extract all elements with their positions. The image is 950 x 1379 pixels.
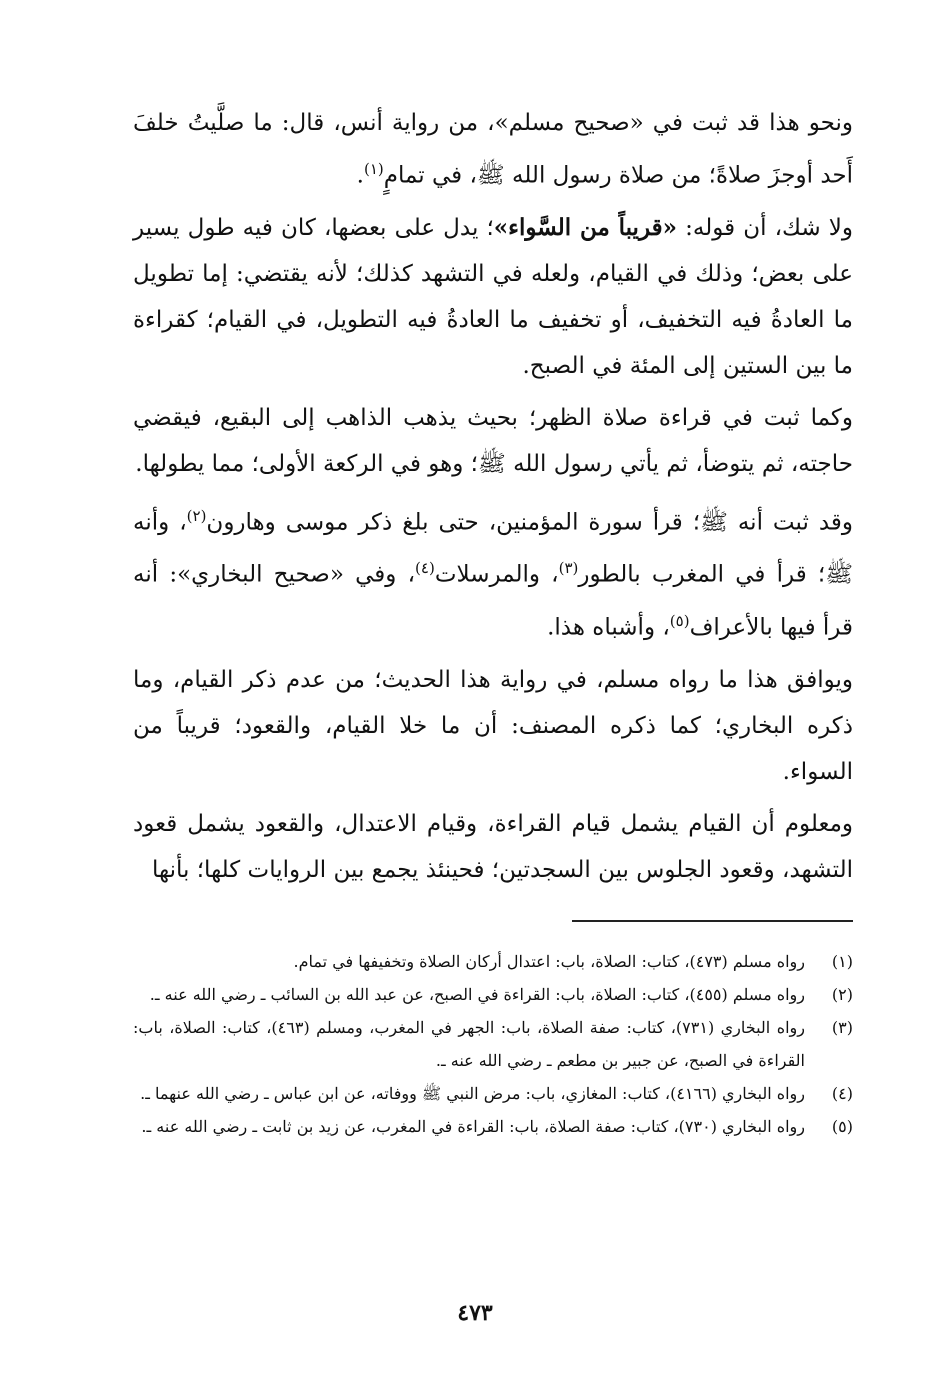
footnotes-section xyxy=(133,945,853,1143)
paragraph-text: ؛ يدل على بعضها، كان فيه طول يسير على بعض؛ وذلك في القيام، ولعله في التشهد كذلك؛ لأنه يقتضي: إما تطويل ما العادةُ فيه التخفيف، أو تخفيف ما العادةُ فيه التطويل، في القيام؛ كقراءة ما بين الستين إلى المئة في الصبح. xyxy=(133,214,853,379)
quoted-phrase: «قريباً من السَّواء» xyxy=(493,213,678,241)
footnote-number: (١) xyxy=(831,952,853,971)
footnote-item xyxy=(133,1011,853,1077)
page-number: ٤٧٣ xyxy=(457,1300,493,1326)
footnote-separator xyxy=(572,920,853,922)
footnote-item xyxy=(133,1077,853,1110)
paragraph-text: . xyxy=(356,162,364,189)
footnote-text: رواه البخاري (٧٣٠)، كتاب: صفة الصلاة، باب: القراءة في المغرب، عن زيد بن ثابت ـ رضي الله عنه ـ. xyxy=(141,1117,805,1136)
footnote-text: رواه البخاري (٤١٦٦)، كتاب: المغازي، باب: مرض النبي ﷺ ووفاته، عن ابن عباس ـ رضي الله عنهما ـ. xyxy=(140,1084,805,1103)
paragraph-text: ، وفي «صحيح البخاري»: أنه قرأ فيها بالأعراف xyxy=(133,561,853,641)
footnote-reference: (٢) xyxy=(186,506,207,525)
footnote-reference: (١) xyxy=(363,160,384,178)
footnote-number: (٥) xyxy=(831,1117,853,1136)
footnote-text: رواه مسلم (٤٥٥)، كتاب: الصلاة، باب: القراءة في الصبح، عن عبد الله بن السائب ـ رضي الله عنه ـ. xyxy=(149,985,805,1004)
body-paragraph xyxy=(133,395,853,487)
body-paragraph xyxy=(133,657,853,795)
paragraph-text: ومعلوم أن القيام يشمل قيام القراءة، وقيام الاعتدال، والقعود يشمل قعود التشهد، وقعود الجلوس بين السجدتين؛ فحينئذ يجمع بين الروايات كلها؛ بأنها xyxy=(133,810,853,883)
footnote-item xyxy=(133,1110,853,1143)
paragraph-text: ونحو هذا قد ثبت في «صحيح مسلم»، من رواية أنس، قال: ما صلَّيتُ خلفَ أَحد أوجزَ صلاةً؛ من صلاة رسول الله ﷺ، في تمامٍ xyxy=(133,110,853,189)
footnote-number: (٣) xyxy=(831,1018,853,1037)
footnote-text: رواه مسلم (٤٧٣)، كتاب: الصلاة، باب: اعتدال أركان الصلاة وتخفيفها في تمام. xyxy=(293,952,805,971)
paragraph-text: ولا شك، أن قوله: xyxy=(677,214,853,241)
paragraph-text: ويوافق هذا ما رواه مسلم، في رواية هذا الحديث؛ من عدم ذكر القيام، وما ذكره البخاري؛ كما ذكره المصنف: أن ما خلا القيام، والقعود؛ قريباً من السواء. xyxy=(133,666,853,785)
footnote-item xyxy=(133,978,853,1011)
footnote-reference: (٤) xyxy=(415,559,435,578)
footnote-number: (٢) xyxy=(831,985,853,1004)
footnote-reference: (٣) xyxy=(558,559,579,578)
body-paragraph xyxy=(133,493,853,651)
footnote-reference: (٥) xyxy=(669,611,690,630)
body-paragraph xyxy=(133,801,853,893)
paragraph-text: ، وأشباه هذا. xyxy=(547,614,670,641)
paragraph-text: وقد ثبت أنه ﷺ؛ قرأ سورة المؤمنين، حتى بلغ ذكر موسى وهارون xyxy=(206,509,854,536)
paragraph-text: ، والمرسلات xyxy=(434,561,559,588)
body-paragraph xyxy=(133,100,853,199)
footnote-item xyxy=(133,945,853,978)
paragraph-text: وكما ثبت في قراءة صلاة الظهر؛ بحيث يذهب الذاهب إلى البقيع، فيقضي حاجته، ثم يتوضأ، ثم يأتي رسول الله ﷺ؛ وهو في الركعة الأولى؛ مما يطولها. xyxy=(133,404,853,477)
footnote-number: (٤) xyxy=(831,1084,853,1103)
body-paragraph xyxy=(133,205,853,389)
main-text xyxy=(133,100,853,899)
paragraph-text: ، وأنه ﷺ؛ قرأ في المغرب بالطور xyxy=(133,509,853,588)
footnote-text: رواه البخاري (٧٣١)، كتاب: صفة الصلاة، باب: الجهر في المغرب، ومسلم (٤٦٣)، كتاب: الصلاة، باب: القراءة في الصبح، عن جبير بن مطعم ـ رضي الله عنه ـ. xyxy=(133,1018,806,1070)
footnote-list xyxy=(133,945,853,1143)
